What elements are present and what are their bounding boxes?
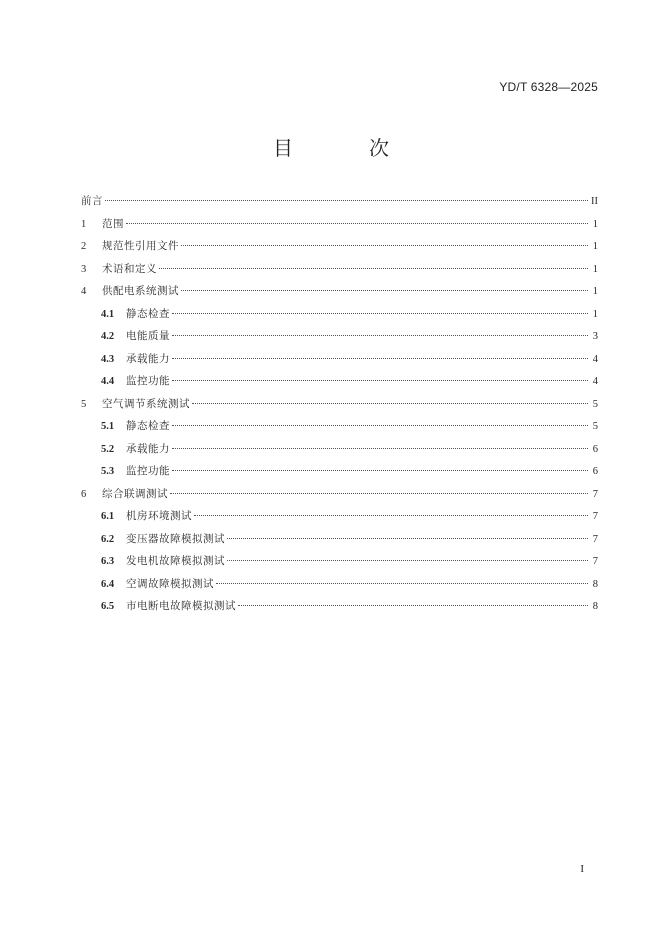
- toc-entry-page: 1: [592, 241, 598, 252]
- document-code: YD/T 6328—2025: [499, 80, 598, 94]
- toc-entry-number: 6.1: [101, 511, 115, 522]
- toc-entry-number: 5: [81, 398, 87, 410]
- toc-entry[interactable]: [81, 573, 598, 596]
- toc-entry-page: 1: [592, 218, 598, 230]
- toc-entry[interactable]: [81, 258, 598, 281]
- toc-entry-title: 空气调节系统测试: [102, 397, 190, 410]
- toc-entry-page: II: [591, 196, 598, 207]
- toc-entry-number: 4.3: [101, 353, 115, 365]
- toc-entry[interactable]: [81, 235, 598, 258]
- toc-entry-number: 3: [81, 263, 87, 275]
- toc-entry-title: 监控功能: [126, 375, 170, 387]
- toc-entry[interactable]: [81, 213, 598, 236]
- toc-entry-page: 6: [592, 443, 598, 455]
- toc-entry-title: 综合联调测试: [102, 487, 168, 500]
- toc-entry[interactable]: [81, 550, 598, 573]
- toc-entry[interactable]: [81, 190, 598, 213]
- toc-entry-title: 承载能力: [126, 442, 170, 455]
- toc-entry-title: 变压器故障模拟测试: [126, 532, 225, 545]
- toc-entry-number: 6.3: [101, 556, 115, 567]
- toc-entry-number: 4.2: [101, 331, 115, 342]
- toc-entry-page: 1: [592, 286, 598, 297]
- toc-entry-page: 5: [592, 398, 598, 410]
- toc-entry-number: 6.4: [101, 578, 115, 590]
- toc-entry-title: 空调故障模拟测试: [126, 577, 214, 590]
- toc-entry-number: 6: [81, 488, 87, 500]
- toc-entry-title: 前言: [81, 195, 103, 207]
- toc-entry[interactable]: [81, 595, 598, 618]
- toc-entry-title: 规范性引用文件: [102, 240, 179, 252]
- toc-entry-page: 7: [592, 488, 598, 500]
- toc-dot-leader: [170, 492, 588, 494]
- toc-dot-leader: [192, 402, 588, 404]
- toc-dot-leader: [172, 334, 588, 336]
- toc-entry-page: 1: [592, 308, 598, 320]
- toc-entry[interactable]: [81, 370, 598, 393]
- toc-dot-leader: [172, 447, 588, 449]
- toc-entry[interactable]: [81, 505, 598, 528]
- toc-entry[interactable]: [81, 528, 598, 551]
- toc-entry-title: 机房环境测试: [126, 510, 192, 522]
- toc-dot-leader: [181, 244, 588, 246]
- toc-dot-leader: [159, 267, 588, 269]
- toc-dot-leader: [172, 379, 588, 381]
- toc-entry-page: 8: [592, 578, 598, 590]
- toc-entry-page: 8: [592, 601, 598, 612]
- toc-entry-page: 7: [592, 511, 598, 522]
- toc-entry[interactable]: [81, 280, 598, 303]
- toc-entry-number: 5.1: [101, 421, 115, 432]
- toc-entry[interactable]: [81, 460, 598, 483]
- toc-entry-page: 6: [592, 466, 598, 477]
- toc-entry[interactable]: [81, 393, 598, 416]
- toc-entry-number: 4.4: [101, 376, 115, 387]
- toc-dot-leader: [181, 289, 588, 291]
- toc-dot-leader: [172, 357, 588, 359]
- toc-entry[interactable]: [81, 438, 598, 461]
- toc-title: 目 次: [273, 136, 417, 160]
- toc-entry-title: 市电断电故障模拟测试: [126, 600, 236, 612]
- toc-entry-page: 7: [592, 533, 598, 545]
- toc-entry-title: 静态检查: [126, 307, 170, 320]
- toc-list: [81, 190, 598, 618]
- toc-dot-leader: [227, 559, 588, 561]
- toc-dot-leader: [172, 469, 588, 471]
- toc-dot-leader: [172, 424, 588, 426]
- toc-entry[interactable]: [81, 325, 598, 348]
- toc-entry-page: 4: [592, 376, 598, 387]
- toc-entry-number: 2: [81, 241, 87, 252]
- toc-dot-leader: [216, 582, 588, 584]
- toc-entry[interactable]: [81, 348, 598, 371]
- toc-entry-title: 供配电系统测试: [102, 285, 179, 297]
- toc-entry-title: 电能质量: [126, 330, 170, 342]
- toc-dot-leader: [238, 604, 588, 606]
- toc-dot-leader: [126, 222, 588, 224]
- page-number: I: [580, 863, 584, 875]
- toc-entry-title: 承载能力: [126, 352, 170, 365]
- toc-entry-title: 监控功能: [126, 465, 170, 477]
- toc-entry-page: 7: [592, 556, 598, 567]
- toc-entry-number: 6.2: [101, 533, 115, 545]
- toc-entry-number: 6.5: [101, 601, 115, 612]
- toc-entry-number: 5.3: [101, 466, 115, 477]
- toc-entry-number: 5.2: [101, 443, 115, 455]
- toc-dot-leader: [194, 514, 588, 516]
- toc-entry-number: 4.1: [101, 308, 115, 320]
- toc-entry-title: 术语和定义: [102, 262, 157, 275]
- toc-entry-page: 5: [592, 421, 598, 432]
- toc-entry-page: 4: [592, 353, 598, 365]
- toc-dot-leader: [172, 312, 588, 314]
- toc-entry-number: 1: [81, 218, 87, 230]
- toc-entry-page: 1: [592, 263, 598, 275]
- toc-dot-leader: [227, 537, 588, 539]
- toc-entry-page: 3: [592, 331, 598, 342]
- toc-entry-number: 4: [81, 286, 87, 297]
- toc-entry[interactable]: [81, 415, 598, 438]
- toc-entry[interactable]: [81, 303, 598, 326]
- toc-entry-title: 范围: [102, 217, 124, 230]
- toc-dot-leader: [105, 199, 588, 201]
- toc-entry-title: 发电机故障模拟测试: [126, 555, 225, 567]
- toc-entry[interactable]: [81, 483, 598, 506]
- toc-entry-title: 静态检查: [126, 420, 170, 432]
